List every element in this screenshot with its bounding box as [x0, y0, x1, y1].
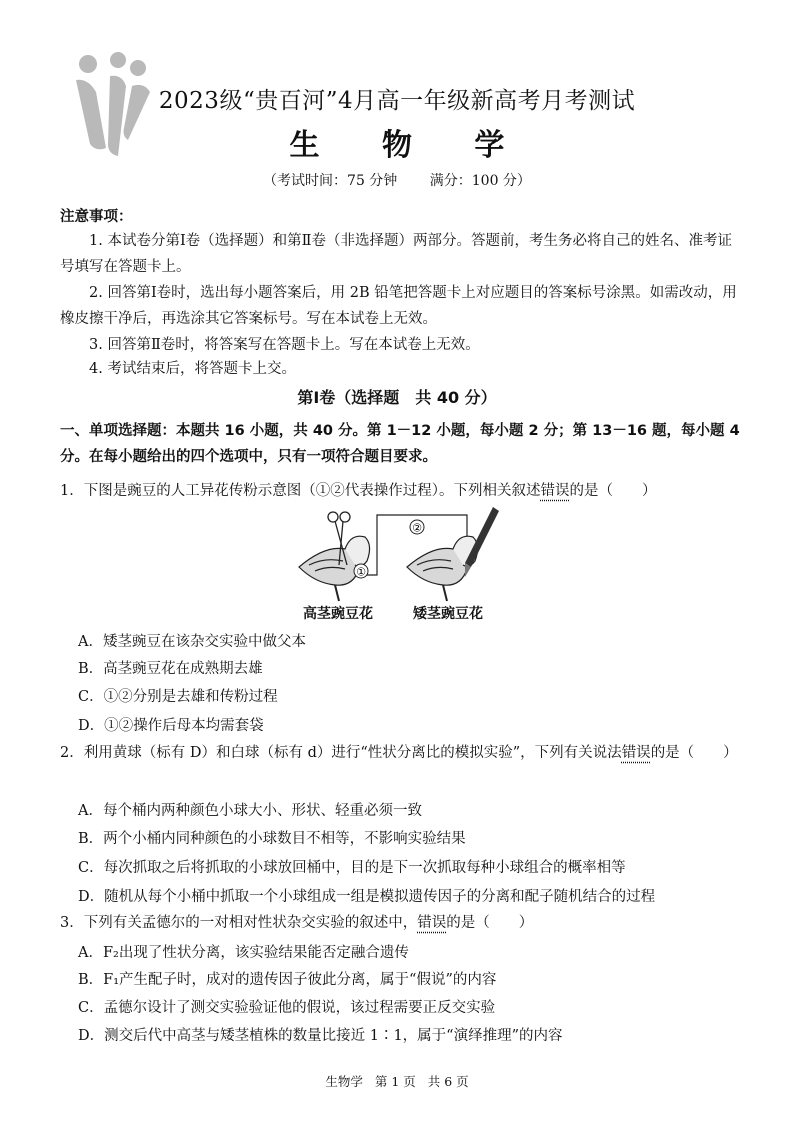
pollination-figure [295, 505, 505, 605]
emphasis-word: 错误 [417, 915, 447, 931]
question-1-option-b: B．高茎豌豆花在成熟期去雄 [78, 661, 263, 677]
caption-short-pea: 矮茎豌豆花 [413, 606, 483, 622]
footer-page: 第 1 页 [374, 1074, 416, 1089]
notice-heading: 注意事项： [60, 209, 133, 225]
question-3-option-b: B．F₁产生配子时，成对的遗传因子彼此分离，属于“假说”的内容 [78, 972, 497, 988]
exam-score: 满分：100 分） [429, 173, 531, 189]
caption-tall-pea: 高茎豌豆花 [303, 606, 373, 622]
question-1-stem: 1．下图是豌豆的人工异花传粉示意图（①②代表操作过程）。下列相关叙述错误的是（ ） [60, 483, 657, 499]
footer-total: 共 6 页 [427, 1074, 469, 1089]
exam-time: （考试时间：75 分钟 [263, 173, 398, 189]
question-2-stem: 2．利用黄球（标有 D）和白球（标有 d）进行“性状分离比的模拟实验”，下列有关说法错误的是（ ） [60, 745, 738, 761]
notice-item-3: 3. 回答第Ⅱ卷时，将答案写在答题卡上。写在本试卷上无效。 [89, 337, 480, 353]
label-2: ② [412, 521, 422, 535]
section-title: 第Ⅰ卷（选择题 共 40 分） [297, 388, 497, 407]
footer-subject: 生物学 [325, 1074, 363, 1089]
question-1-option-d: D．①②操作后母本均需套袋 [78, 718, 264, 734]
subject-title: 生 物 学 [289, 128, 531, 163]
exam-title: 2023级“贵百河”4月高一年级新高考月考测试 [158, 88, 636, 114]
emphasis-word: 错误 [540, 483, 570, 499]
page-footer [0, 1072, 794, 1090]
question-3-stem: 3．下列有关孟德尔的一对相对性状杂交实验的叙述中，错误的是（ ） [60, 915, 534, 931]
question-1-option-a: A．矮茎豌豆在该杂交实验中做父本 [78, 634, 306, 650]
notice-item-4: 4. 考试结束后，将答题卡上交。 [89, 361, 296, 377]
label-1: ① [356, 565, 366, 579]
question-2-option-a: A．每个桶内两种颜色小球大小、形状、轻重必须一致 [78, 803, 422, 819]
question-2-option-c: C．每次抓取之后将抓取的小球放回桶中，目的是下一次抓取每种小球组合的概率相等 [78, 860, 626, 876]
emphasis-word: 错误 [621, 745, 651, 761]
notice-item-1: 1. 本试卷分第Ⅰ卷（选择题）和第Ⅱ卷（非选择题）两部分。答题前，考生务必将自己的姓名、准考证号填写在答题卡上。 [60, 233, 733, 275]
question-1-option-c: C．①②分别是去雄和传粉过程 [78, 689, 278, 705]
question-2-option-d: D．随机从每个小桶中抓取一个小球组成一组是模拟遗传因子的分离和配子随机结合的过程 [78, 889, 656, 905]
part-heading: 一、单项选择题：本题共 16 小题，共 40 分。第 1－12 小题，每小题 2 分；第 13－16 题，每小题 4 分。在每小题给出的四个选项中，只有一项符合题目要求。 [60, 423, 740, 465]
question-3-option-c: C．孟德尔设计了测交实验验证他的假说，该过程需要正反交实验 [78, 1000, 496, 1016]
question-3-option-d: D．测交后代中高茎与矮茎植株的数量比接近 1∶1，属于“演绎推理”的内容 [78, 1028, 563, 1044]
question-3-option-a: A．F₂出现了性状分离，该实验结果能否定融合遗传 [78, 945, 409, 961]
exam-info [0, 170, 794, 190]
question-2-option-b: B．两个小桶内同种颜色的小球数目不相等，不影响实验结果 [78, 831, 466, 847]
notice-item-2: 2. 回答第Ⅰ卷时，选出每小题答案后，用 2B 铅笔把答题卡上对应题目的答案标号涂黑。如需改动，用橡皮擦干净后，再选涂其它答案标号。写在本试卷上无效。 [60, 285, 737, 327]
